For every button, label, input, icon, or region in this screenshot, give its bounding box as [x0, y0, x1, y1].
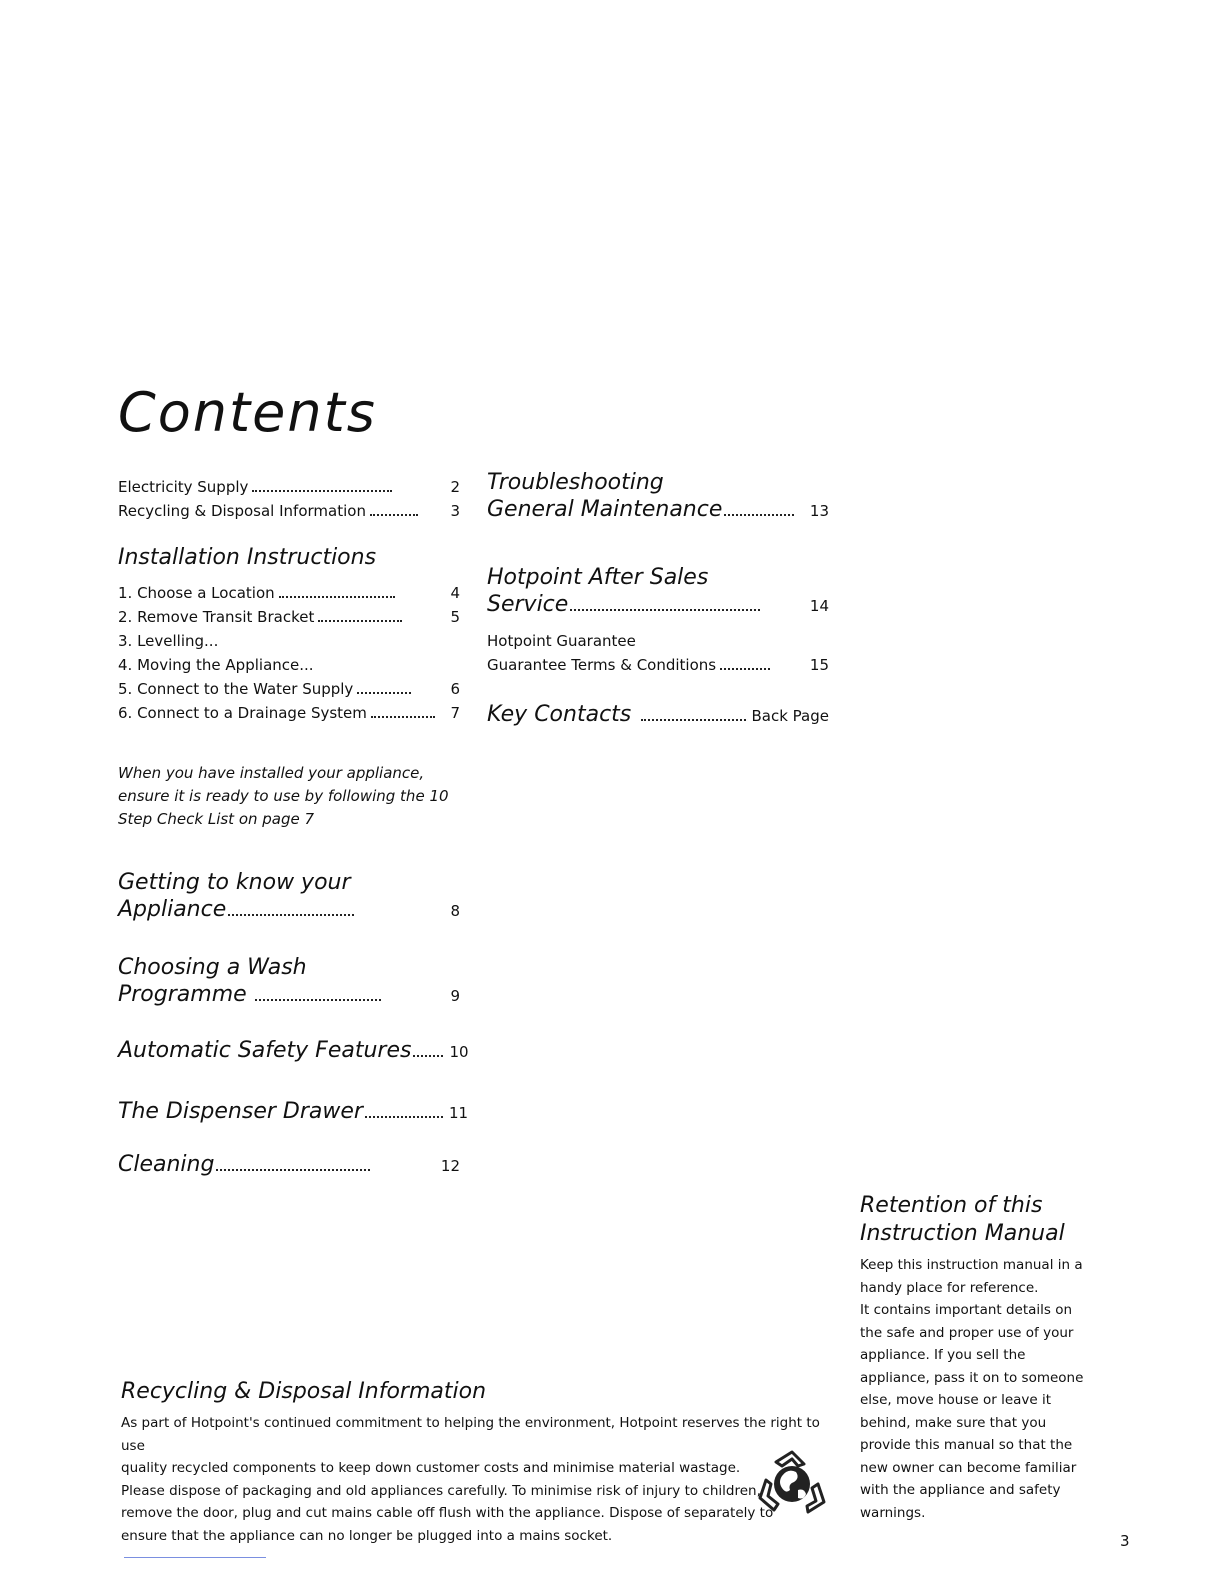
toc-entry-label: 4. Moving the Appliance... [118, 656, 314, 674]
recycling-line: ensure that the appliance can no longer be plugged into a mains socket. [121, 1527, 613, 1544]
toc-entry-after-sales-service[interactable] [487, 592, 829, 617]
toc-leader [318, 620, 402, 622]
scan-artifact-line [124, 1557, 266, 1558]
toc-leader [724, 514, 794, 516]
toc-entry-label: Cleaning [118, 1152, 215, 1177]
toc-entry-getting-to-know[interactable] [118, 897, 460, 922]
toc-leader [370, 514, 418, 516]
retention-line: warnings. [860, 1504, 926, 1521]
toc-entry-label: 6. Connect to a Drainage System [118, 704, 367, 722]
toc-leader [255, 999, 381, 1001]
toc-entry-choose-location[interactable] [118, 580, 460, 602]
toc-leader [252, 490, 392, 492]
toc-entry-cleaning[interactable] [118, 1152, 460, 1177]
retention-paragraph [860, 1254, 1090, 1524]
toc-entry-page: 2 [450, 478, 460, 496]
retention-line: handy place for reference. [860, 1279, 1039, 1296]
check-list-note: When you have installed your appliance, ensure it is ready to use by following the 10 Step Check List on page 7 [118, 764, 449, 828]
page-number: 3 [1120, 1532, 1130, 1550]
section-heading-line1: Getting to know your [118, 870, 351, 895]
toc-entry-label: Electricity Supply [118, 478, 249, 496]
recycling-line: quality recycled components to keep down customer costs and minimise material wastage. [121, 1460, 741, 1476]
toc-entry-electricity-supply[interactable] [118, 474, 460, 496]
retention-line: behind, make sure that you [860, 1414, 1047, 1431]
retention-line: the safe and proper use of your [860, 1324, 1074, 1341]
toc-entry-label: Key Contacts [487, 702, 632, 727]
retention-line: It contains important details on [860, 1302, 1073, 1318]
retention-line: else, move house or leave it [860, 1392, 1052, 1408]
toc-entry-page: 15 [809, 656, 829, 674]
section-heading-line1: Choosing a Wash [118, 955, 307, 980]
recycle-globe-icon [752, 1444, 832, 1524]
toc-entry-page: 10 [449, 1043, 469, 1061]
toc-entry-page: 11 [448, 1104, 469, 1122]
toc-entry-page: 3 [450, 502, 460, 520]
toc-entry-wash-programme[interactable] [118, 982, 460, 1007]
toc-entry-label: The Dispenser Drawer [118, 1099, 363, 1124]
toc-entry-label: Automatic Safety Features [118, 1038, 412, 1063]
toc-leader [365, 1116, 443, 1118]
toc-entry-water-supply[interactable] [118, 676, 460, 698]
toc-entry-drainage-system[interactable] [118, 700, 460, 722]
toc-entry-page: 8 [450, 902, 460, 920]
retention-line: appliance. If you sell the [860, 1347, 1026, 1363]
toc-entry-recycling-disposal[interactable] [118, 498, 460, 520]
retention-line: provide this manual so that the [860, 1437, 1073, 1453]
toc-entry-label: Service [487, 592, 569, 617]
retention-line: appliance, pass it on to someone [860, 1369, 1084, 1386]
toc-entry-transit-bracket[interactable] [118, 604, 460, 626]
toc-entry-hotpoint-guarantee[interactable] [487, 628, 829, 650]
recycling-heading: Recycling & Disposal Information [121, 1379, 487, 1404]
toc-leader [216, 1169, 370, 1171]
toc-leader [413, 1055, 443, 1057]
toc-entry-page: 13 [809, 502, 829, 520]
page-title: Contents [118, 381, 377, 444]
toc-entry-general-maintenance[interactable] [487, 497, 829, 522]
toc-entry-page: Back Page [751, 707, 829, 725]
after-sales-heading: Hotpoint After Sales [487, 565, 709, 590]
toc-leader [228, 914, 354, 916]
recycling-paragraph [121, 1412, 821, 1547]
toc-entry-label: Programme [118, 982, 247, 1007]
toc-entry-label: General Maintenance [487, 497, 723, 522]
toc-entry-guarantee-terms[interactable] [487, 652, 829, 674]
toc-leader [570, 609, 760, 611]
toc-entry-label: 1. Choose a Location [118, 584, 275, 602]
toc-entry-label: 5. Connect to the Water Supply [118, 680, 354, 698]
retention-line: new owner can become familiar [860, 1459, 1077, 1476]
toc-leader [371, 716, 435, 718]
retention-line: with the appliance and safety [860, 1482, 1061, 1498]
toc-entry-page: 14 [809, 597, 829, 615]
troubleshooting-heading: Troubleshooting [487, 470, 664, 495]
toc-entry-page: 12 [440, 1157, 460, 1175]
toc-entry-label: Guarantee Terms & Conditions [487, 656, 717, 674]
toc-entry-label: Hotpoint Guarantee [487, 632, 636, 650]
toc-entry-page: 5 [450, 608, 460, 626]
toc-entry-page: 9 [450, 987, 460, 1005]
toc-entry-dispenser-drawer[interactable] [118, 1099, 469, 1124]
retention-heading-line2: Instruction Manual [860, 1221, 1065, 1246]
recycling-line: remove the door, plug and cut mains cable off flush with the appliance. Dispose of separately to [121, 1505, 774, 1521]
retention-heading-line1: Retention of this [860, 1193, 1043, 1218]
toc-entry-page: 7 [450, 704, 460, 722]
toc-entry-page: 4 [450, 584, 460, 602]
toc-entry-page: 6 [450, 680, 460, 698]
toc-entry-label: Appliance [118, 897, 227, 922]
toc-entry-label: 2. Remove Transit Bracket [118, 608, 315, 626]
toc-entry-moving-appliance[interactable] [118, 652, 460, 674]
toc-entry-label: Recycling & Disposal Information [118, 502, 366, 520]
toc-entry-levelling[interactable] [118, 628, 460, 650]
installation-heading: Installation Instructions [118, 545, 377, 570]
toc-leader [720, 668, 770, 670]
recycling-line: As part of Hotpoint's continued commitment to helping the environment, Hotpoint reserves the right to use [121, 1415, 820, 1454]
toc-leader [641, 719, 745, 721]
recycling-line: Please dispose of packaging and old appliances carefully. To minimise risk of injury to children, [121, 1482, 761, 1499]
toc-leader [357, 692, 411, 694]
toc-entry-safety-features[interactable] [118, 1038, 469, 1063]
retention-line: Keep this instruction manual in a [860, 1257, 1083, 1273]
toc-entry-label: 3. Levelling... [118, 632, 219, 650]
toc-leader [279, 596, 395, 598]
toc-entry-key-contacts[interactable] [487, 702, 829, 727]
